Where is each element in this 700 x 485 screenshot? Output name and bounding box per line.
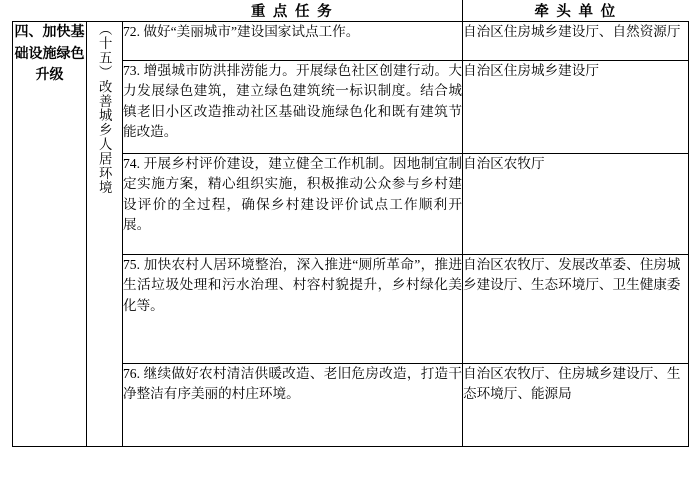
group-label: 四、加快基础设施绿色升级 [14, 25, 85, 84]
subgroup-label-cell [87, 22, 123, 447]
unit-text: 自治区农牧厅、住房城乡建设厅、生态环境厅、能源局 [463, 364, 689, 447]
unit-text: 自治区住房城乡建设厅 [463, 61, 689, 154]
header-unit: 牵 头 单 位 [463, 0, 689, 22]
task-text: 72. 做好“美丽城市”建设国家试点工作。 [123, 22, 463, 61]
unit-text: 自治区住房城乡建设厅、自然资源厅 [463, 22, 689, 61]
header-task: 重 点 任 务 [250, 4, 334, 20]
subgroup-label: （十五）改善城乡人居环境 [97, 22, 113, 195]
group-label-cell [13, 22, 87, 447]
tasks-table [12, 0, 689, 447]
header-blank [13, 0, 123, 22]
table-body [13, 22, 689, 447]
unit-text: 自治区农牧厅 [463, 154, 689, 255]
task-text: 73. 增强城市防洪排涝能力。开展绿色社区创建行动。大力发展绿色建筑，建立绿色建筑统一标识制度。结合城镇老旧小区改造推动社区基础设施绿色化和既有建筑节能改造。 [123, 61, 463, 154]
task-text: 75. 加快农村人居环境整治，深入推进“厕所革命”，推进生活垃圾处理和污水治理、村容村貌提升，乡村绿化美化等。 [123, 255, 463, 364]
table-header [13, 0, 689, 22]
task-text: 74. 开展乡村评价建设，建立健全工作机制。因地制宜制定实施方案，精心组织实施，积极推动公众参与乡村建设评价的全过程，确保乡村建设评价试点工作顺利开展。 [123, 154, 463, 255]
unit-text: 自治区农牧厅、发展改革委、住房城乡建设厅、生态环境厅、卫生健康委 [463, 255, 689, 364]
task-text: 76. 继续做好农村清洁供暖改造、老旧危房改造，打造干净整洁有序美丽的村庄环境。 [123, 364, 463, 447]
table-row [13, 22, 689, 61]
